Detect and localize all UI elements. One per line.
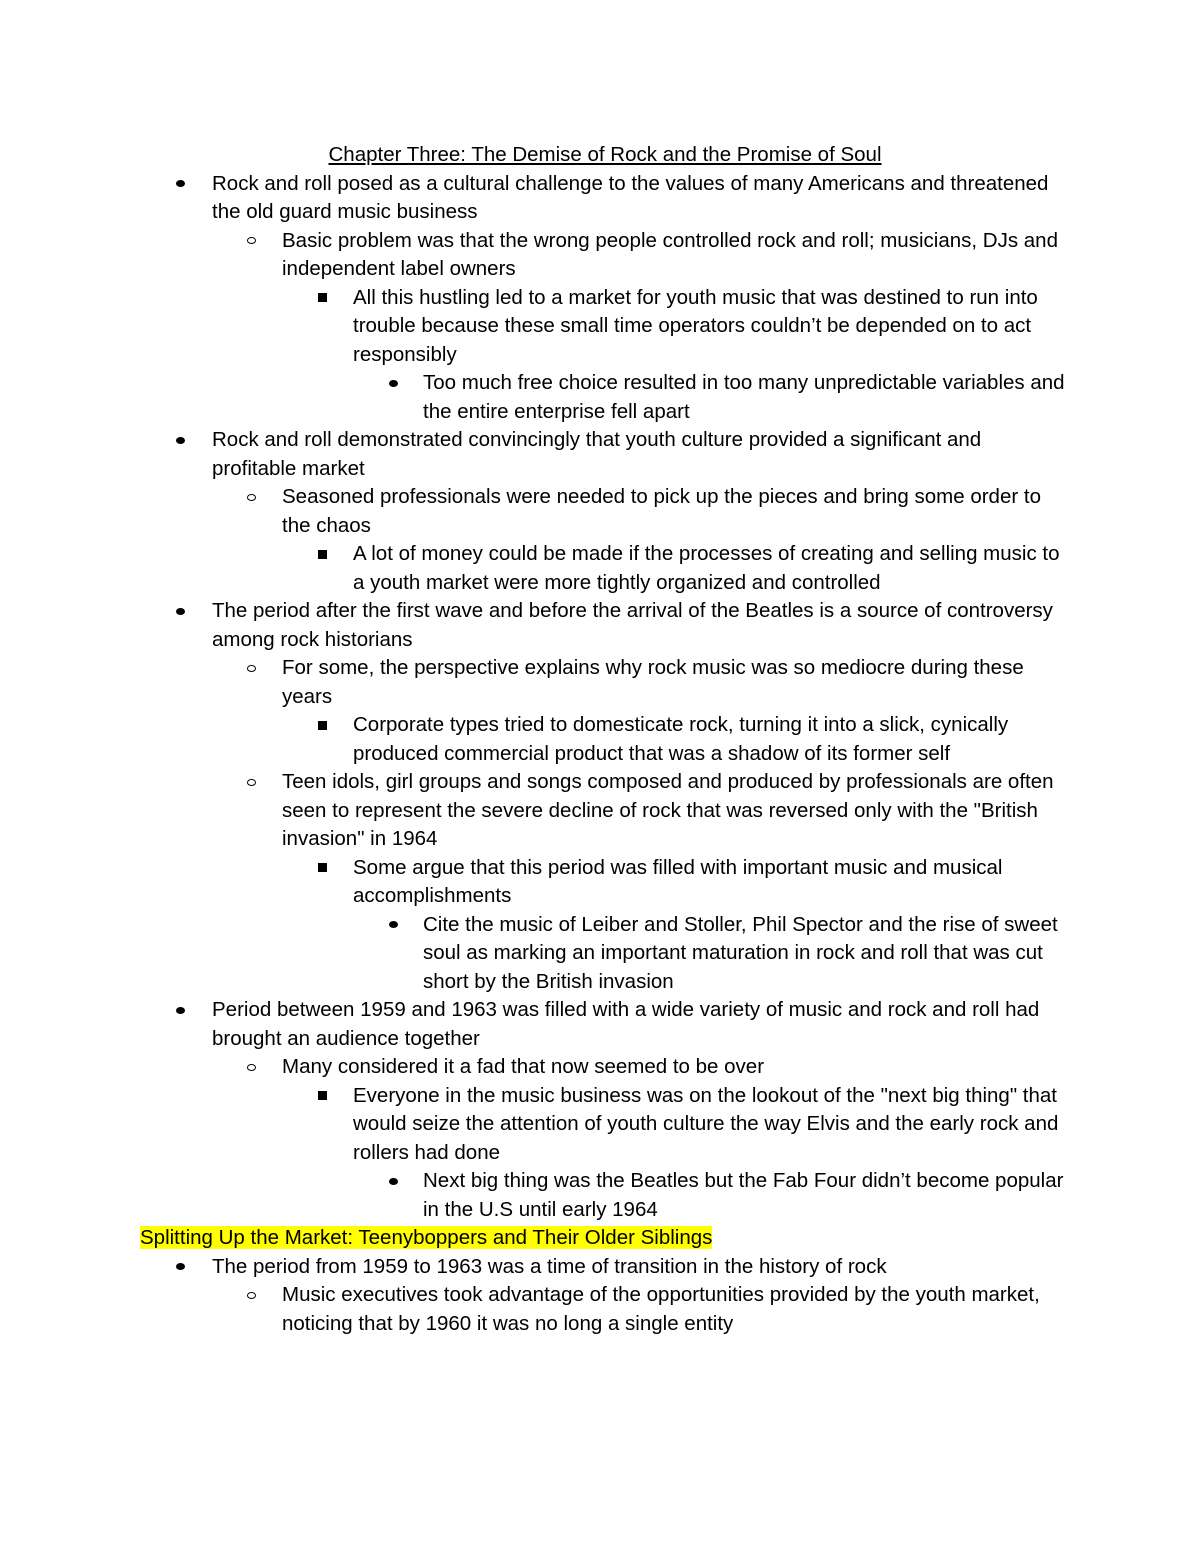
list-item [140,1281,1070,1338]
bullet-dot-icon [176,170,185,199]
bullet-square-icon [318,540,327,569]
section-heading-row [140,1224,1070,1253]
list-item [140,170,1070,227]
list-item [140,768,1070,854]
list-item [140,711,1070,768]
list-item-text: Too much free choice resulted in too many unpredictable variables and the entire enterprise fell apart [423,371,1065,423]
list-item-text: Rock and roll demonstrated convincingly that youth culture provided a significant and profitable market [212,428,982,480]
list-item [140,284,1070,370]
list-item-text: All this hustling led to a market for youth music that was destined to run into trouble because these small time operators couldn’t be depended on to act responsibly [353,285,1038,366]
list-item-text: Teen idols, girl groups and songs composed and produced by professionals are often seen to represent the severe decline of rock that was reversed only with the "British invasion" in 1964 [282,770,1054,850]
bullet-dot-icon [389,911,398,940]
list-item-text: Rock and roll posed as a cultural challenge to the values of many Americans and threatened the old guard music business [212,171,1049,223]
bullet-dot-icon [389,1167,398,1196]
bullet-circle-icon [247,768,256,797]
list-item [140,483,1070,540]
list-item [140,1253,1070,1282]
list-item [140,369,1070,426]
list-item-text: Corporate types tried to domesticate rock, turning it into a slick, cynically produced commercial product that was a shadow of its former self [353,713,1009,765]
bullet-dot-icon [176,426,185,455]
bullet-square-icon [318,854,327,883]
list-item [140,854,1070,911]
bullet-square-icon [318,711,327,740]
list-item-text: Next big thing was the Beatles but the Fab Four didn’t become popular in the U.S until early 1964 [423,1169,1064,1221]
list-item-text: Everyone in the music business was on the lookout of the "next big thing" that would seize the attention of youth culture the way Elvis and the early rock and rollers had done [353,1083,1059,1164]
list-item [140,654,1070,711]
bullet-dot-icon [389,369,398,398]
list-item [140,597,1070,654]
list-item [140,1053,1070,1082]
list-item [140,911,1070,997]
list-item-text: The period after the first wave and before the arrival of the Beatles is a source of controversy among rock historians [212,599,1053,651]
bullet-circle-icon [247,483,256,512]
list-item [140,1082,1070,1168]
bullet-square-icon [318,284,327,313]
list-item-text: Period between 1959 and 1963 was filled with a wide variety of music and rock and roll had brought an audience together [212,998,1040,1050]
list-item-text: Cite the music of Leiber and Stoller, Phil Spector and the rise of sweet soul as marking an important maturation in rock and roll that was cut short by the British invasion [423,912,1058,993]
list-item-text: Music executives took advantage of the opportunities provided by the youth market, noticing that by 1960 it was no long a single entity [282,1283,1040,1335]
list-item-text: The period from 1959 to 1963 was a time of transition in the history of rock [212,1254,887,1278]
bullet-circle-icon [247,1053,256,1082]
list-item [140,540,1070,597]
list-item [140,996,1070,1053]
bullet-circle-icon [247,227,256,256]
list-item [140,426,1070,483]
list-item-text: For some, the perspective explains why rock music was so mediocre during these years [282,656,1024,708]
chapter-title: Chapter Three: The Demise of Rock and the Promise of Soul [328,143,882,166]
bullet-dot-icon [176,597,185,626]
document-body [140,141,1070,1338]
list-item-text: Seasoned professionals were needed to pick up the pieces and bring some order to the chaos [282,485,1041,537]
bullet-dot-icon [176,1253,185,1282]
bullet-square-icon [318,1082,327,1111]
list-item-text: Many considered it a fad that now seemed to be over [282,1055,765,1078]
list-item [140,1167,1070,1224]
list-item-text: Basic problem was that the wrong people controlled rock and roll; musicians, DJs and independent label owners [282,228,1058,280]
list-item-text: A lot of money could be made if the processes of creating and selling music to a youth market were more tightly organized and controlled [353,542,1060,594]
section-heading: Splitting Up the Market: Teenyboppers and Their Older Siblings [140,1226,713,1249]
bullet-circle-icon [247,1281,256,1310]
bullet-dot-icon [176,996,185,1025]
bullet-circle-icon [247,654,256,683]
list-item [140,227,1070,284]
list-item-text: Some argue that this period was filled with important music and musical accomplishments [353,855,1003,907]
